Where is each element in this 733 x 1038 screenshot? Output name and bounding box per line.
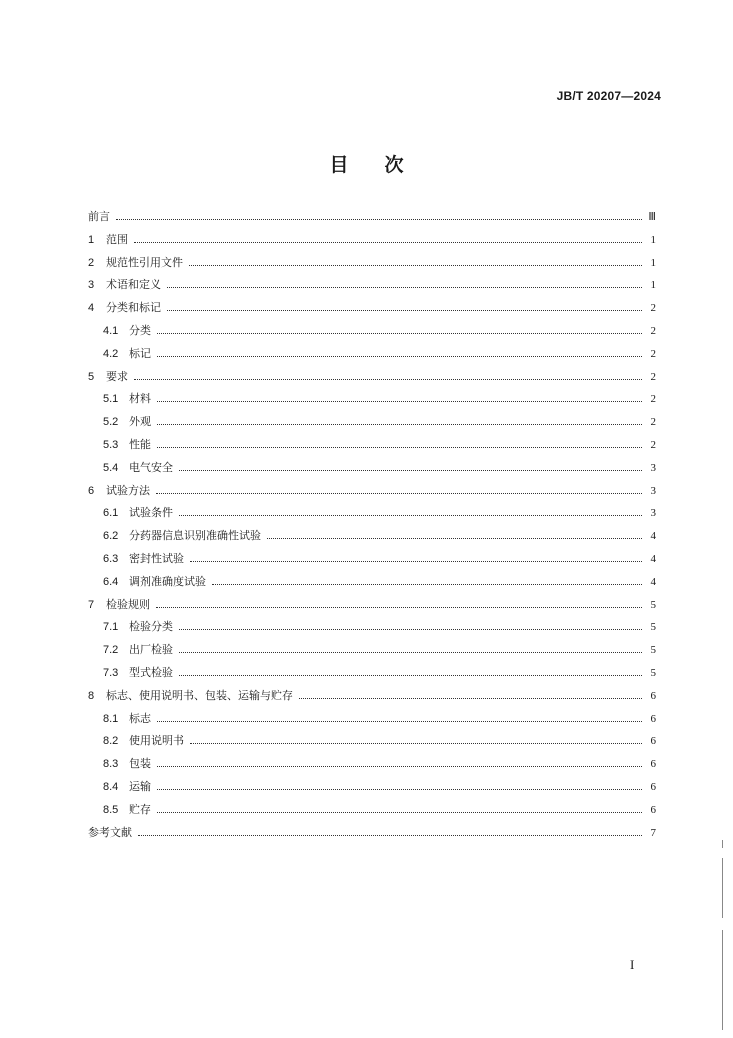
toc-entry-label: 要求 (106, 369, 128, 383)
toc-entry-label: 性能 (129, 437, 151, 451)
toc-entry-label: 密封性试验 (129, 551, 184, 565)
toc-entry[interactable] (88, 618, 656, 641)
toc-entry[interactable] (88, 732, 656, 755)
toc-entry-page: 4 (650, 575, 656, 588)
toc-entry-label: 检验规则 (106, 597, 150, 611)
toc-entry[interactable] (88, 504, 656, 527)
toc-entry-page: 4 (650, 530, 656, 543)
table-of-contents (88, 208, 656, 846)
toc-entry-number: 6.1 (103, 507, 119, 520)
toc-entry-number: 7 (88, 598, 95, 611)
toc-entry[interactable] (88, 368, 656, 391)
scan-edge-mark (722, 930, 723, 1030)
toc-entry-label: 分类和标记 (106, 301, 161, 315)
toc-entry-number: 5.2 (103, 416, 119, 429)
toc-entry-label: 术语和定义 (106, 278, 161, 292)
toc-entry-page: 5 (650, 621, 656, 634)
toc-dot-leader (157, 789, 642, 790)
toc-entry-number: 6.2 (103, 530, 119, 543)
toc-dot-leader (189, 265, 642, 266)
toc-entry-page: 2 (650, 347, 656, 360)
toc-entry[interactable] (88, 459, 656, 482)
toc-entry-page: 6 (650, 712, 656, 725)
toc-entry[interactable] (88, 208, 656, 231)
toc-entry-label: 型式检验 (129, 665, 173, 679)
toc-entry-number: 4.1 (103, 324, 119, 337)
toc-entry-page: 2 (650, 302, 656, 315)
toc-entry[interactable] (88, 276, 656, 299)
toc-dot-leader (167, 310, 642, 311)
toc-entry[interactable] (88, 596, 656, 619)
toc-entry-label: 前言 (88, 210, 110, 223)
toc-entry-label: 分类 (129, 323, 151, 337)
toc-dot-leader (134, 242, 642, 243)
toc-dot-leader (179, 515, 642, 516)
toc-entry-label: 出厂检验 (129, 643, 173, 657)
toc-entry-label: 贮存 (129, 802, 151, 816)
toc-entry-page: 5 (650, 666, 656, 679)
toc-entry-page: 1 (650, 256, 656, 269)
page-title: 目次 (329, 154, 440, 176)
toc-entry-number: 8 (88, 689, 95, 702)
toc-entry-number: 8.5 (103, 803, 119, 816)
toc-entry-page: Ⅲ (648, 211, 656, 223)
toc-entry-number: 5 (88, 370, 95, 383)
toc-entry-number: 4.2 (103, 347, 119, 360)
toc-entry-number: 5.3 (103, 438, 119, 451)
toc-entry[interactable] (88, 755, 656, 778)
toc-entry-label: 参考文献 (88, 825, 132, 839)
toc-dot-leader (167, 287, 642, 288)
toc-dot-leader (116, 219, 642, 220)
scan-edge-mark (722, 858, 723, 918)
toc-entry[interactable] (88, 801, 656, 824)
toc-entry[interactable] (88, 345, 656, 368)
toc-entry[interactable] (88, 527, 656, 550)
toc-dot-leader (190, 561, 642, 562)
toc-entry-number: 1 (88, 233, 95, 246)
toc-entry[interactable] (88, 322, 656, 345)
footer-page-number: I (630, 957, 635, 972)
toc-dot-leader (190, 743, 642, 744)
toc-dot-leader (299, 698, 642, 699)
toc-entry[interactable] (88, 641, 656, 664)
toc-entry-number: 6 (88, 484, 95, 497)
toc-entry-page: 3 (650, 507, 656, 520)
toc-entry-label: 试验条件 (129, 506, 173, 520)
toc-entry-page: 6 (650, 758, 656, 771)
toc-entry-label: 标志 (129, 711, 151, 725)
toc-entry-number: 8.3 (103, 758, 119, 771)
toc-entry-label: 外观 (129, 415, 151, 429)
toc-entry-label: 运输 (129, 779, 151, 793)
toc-dot-leader (156, 607, 642, 608)
toc-entry[interactable] (88, 482, 656, 505)
toc-entry-number: 6.4 (103, 575, 119, 588)
toc-dot-leader (156, 493, 642, 494)
toc-dot-leader (212, 584, 642, 585)
standard-number: JB/T 20207—2024 (556, 89, 661, 103)
toc-entry-page: 7 (650, 826, 656, 839)
toc-entry-number: 5.4 (103, 461, 119, 474)
toc-entry-label: 标记 (129, 346, 151, 360)
toc-entry[interactable] (88, 254, 656, 277)
toc-entry-number: 6.3 (103, 552, 119, 565)
toc-dot-leader (138, 835, 642, 836)
toc-entry[interactable] (88, 231, 656, 254)
toc-dot-leader (157, 766, 642, 767)
toc-entry-label: 材料 (129, 392, 151, 406)
toc-entry-number: 7.3 (103, 666, 119, 679)
toc-entry-label: 标志、使用说明书、包装、运输与贮存 (106, 688, 293, 702)
toc-dot-leader (157, 356, 642, 357)
toc-entry-page: 6 (650, 689, 656, 702)
toc-entry-number: 8.4 (103, 780, 119, 793)
toc-entry-page: 2 (650, 438, 656, 451)
toc-entry[interactable] (88, 413, 656, 436)
toc-entry-number: 8.1 (103, 712, 119, 725)
toc-dot-leader (157, 812, 642, 813)
toc-dot-leader (179, 652, 642, 653)
toc-entry-label: 检验分类 (129, 620, 173, 634)
toc-entry-page: 2 (650, 324, 656, 337)
toc-entry-number: 7.1 (103, 621, 119, 634)
toc-entry[interactable] (88, 687, 656, 710)
scan-edge-mark (722, 840, 723, 848)
toc-entry-label: 规范性引用文件 (106, 255, 183, 269)
toc-entry-page: 3 (650, 461, 656, 474)
toc-entry[interactable] (88, 390, 656, 413)
toc-entry-page: 5 (650, 644, 656, 657)
toc-dot-leader (157, 424, 642, 425)
toc-entry-label: 包装 (129, 757, 151, 771)
toc-dot-leader (157, 333, 642, 334)
toc-entry[interactable] (88, 778, 656, 801)
toc-entry-page: 1 (650, 279, 656, 292)
toc-entry-number: 2 (88, 256, 95, 269)
toc-entry-label: 使用说明书 (129, 734, 184, 748)
toc-entry-page: 6 (650, 735, 656, 748)
toc-entry-label: 试验方法 (106, 483, 150, 497)
toc-dot-leader (179, 629, 642, 630)
toc-dot-leader (134, 379, 642, 380)
toc-entry-page: 2 (650, 416, 656, 429)
toc-dot-leader (267, 538, 642, 539)
toc-dot-leader (157, 401, 642, 402)
toc-entry-number: 5.1 (103, 393, 119, 406)
toc-entry-page: 5 (650, 598, 656, 611)
toc-entry-number: 8.2 (103, 735, 119, 748)
toc-entry-page: 3 (650, 484, 656, 497)
toc-entry-label: 调剂准确度试验 (129, 574, 206, 588)
toc-entry-page: 2 (650, 370, 656, 383)
toc-entry-label: 电气安全 (129, 460, 173, 474)
toc-entry-page: 6 (650, 780, 656, 793)
toc-entry-page: 1 (650, 233, 656, 246)
toc-dot-leader (179, 675, 642, 676)
toc-entry-number: 3 (88, 279, 95, 292)
toc-entry-page: 4 (650, 552, 656, 565)
toc-dot-leader (157, 447, 642, 448)
toc-entry-page: 2 (650, 393, 656, 406)
toc-entry[interactable] (88, 436, 656, 459)
toc-entry[interactable] (88, 824, 656, 847)
toc-entry-page: 6 (650, 803, 656, 816)
toc-entry-label: 分药器信息识别准确性试验 (129, 529, 261, 543)
toc-dot-leader (179, 470, 642, 471)
toc-entry-number: 4 (88, 302, 95, 315)
toc-entry[interactable] (88, 664, 656, 687)
toc-dot-leader (157, 721, 642, 722)
toc-entry[interactable] (88, 299, 656, 322)
toc-entry[interactable] (88, 550, 656, 573)
toc-entry[interactable] (88, 710, 656, 733)
toc-entry-label: 范围 (106, 232, 128, 246)
toc-entry[interactable] (88, 573, 656, 596)
toc-entry-number: 7.2 (103, 644, 119, 657)
